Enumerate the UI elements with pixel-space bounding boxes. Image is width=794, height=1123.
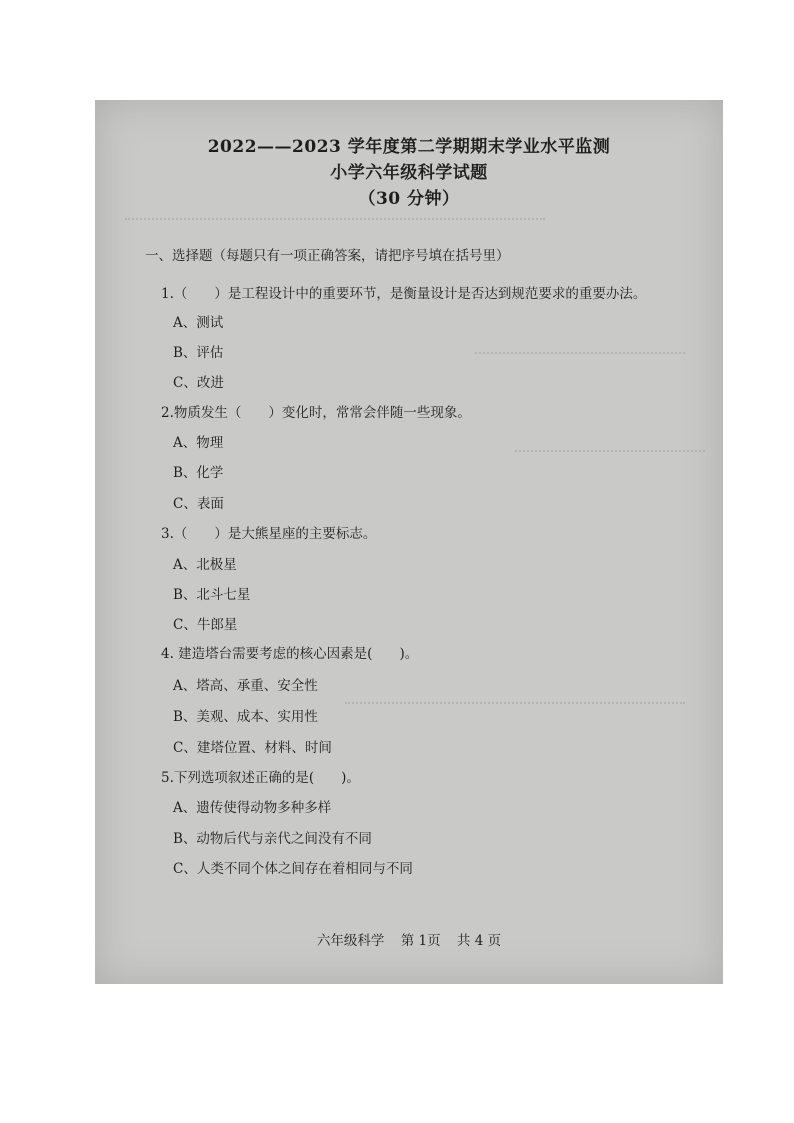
bleed-through-mark — [475, 352, 685, 362]
bleed-through-mark — [345, 702, 685, 712]
question-2-option-c: C、表面 — [173, 496, 224, 512]
footer-subject: 六年级科学 — [316, 933, 385, 949]
bleed-through-mark — [515, 450, 705, 460]
question-2-option-b: B、化学 — [173, 465, 224, 481]
question-1-stem: 1.（ ）是工程设计中的重要环节，是衡量设计是否达到规范要求的重要办法。 — [161, 286, 647, 302]
page-footer — [95, 929, 723, 949]
question-5-option-c: C、人类不同个体之间存在着相同与不同 — [173, 861, 413, 877]
question-4-option-b: B、美观、成本、实用性 — [173, 709, 318, 725]
question-5-stem: 5.下列选项叙述正确的是( )。 — [161, 770, 360, 786]
exam-title-line2: 小学六年级科学试题 — [330, 163, 488, 183]
question-1-option-a: A、测试 — [173, 315, 224, 331]
section-heading: 一、选择题（每题只有一项正确答案，请把序号填在括号里） — [145, 248, 510, 264]
question-3-option-a: A、北极星 — [173, 557, 237, 573]
footer-total-pages: 共 4 页 — [456, 933, 502, 949]
question-5-option-a: A、遗传使得动物多种多样 — [173, 800, 332, 816]
question-2-option-a: A、物理 — [173, 435, 224, 451]
bleed-through-mark — [125, 218, 545, 228]
question-2-stem: 2.物质发生（ ）变化时，常常会伴随一些现象。 — [161, 405, 471, 421]
exam-title-line1: 2022——2023 学年度第二学期期末学业水平监测 — [207, 137, 611, 157]
question-4-option-c: C、建塔位置、材料、时间 — [173, 740, 332, 756]
question-3-stem: 3.（ ）是大熊星座的主要标志。 — [161, 526, 377, 542]
question-3-option-b: B、北斗七星 — [173, 587, 251, 603]
scanned-exam-page — [95, 100, 723, 984]
question-4-option-a: A、塔高、承重、安全性 — [173, 678, 318, 694]
question-5-option-b: B、动物后代与亲代之间没有不同 — [173, 831, 372, 847]
question-1-option-b: B、评估 — [173, 345, 224, 361]
question-3-option-c: C、牛郎星 — [173, 617, 238, 633]
footer-page-number: 第 1页 — [400, 933, 441, 949]
question-4-stem: 4. 建造塔台需要考虑的核心因素是( )。 — [161, 646, 419, 662]
exam-duration: （30 分钟） — [358, 189, 460, 209]
question-1-option-c: C、改进 — [173, 375, 224, 391]
